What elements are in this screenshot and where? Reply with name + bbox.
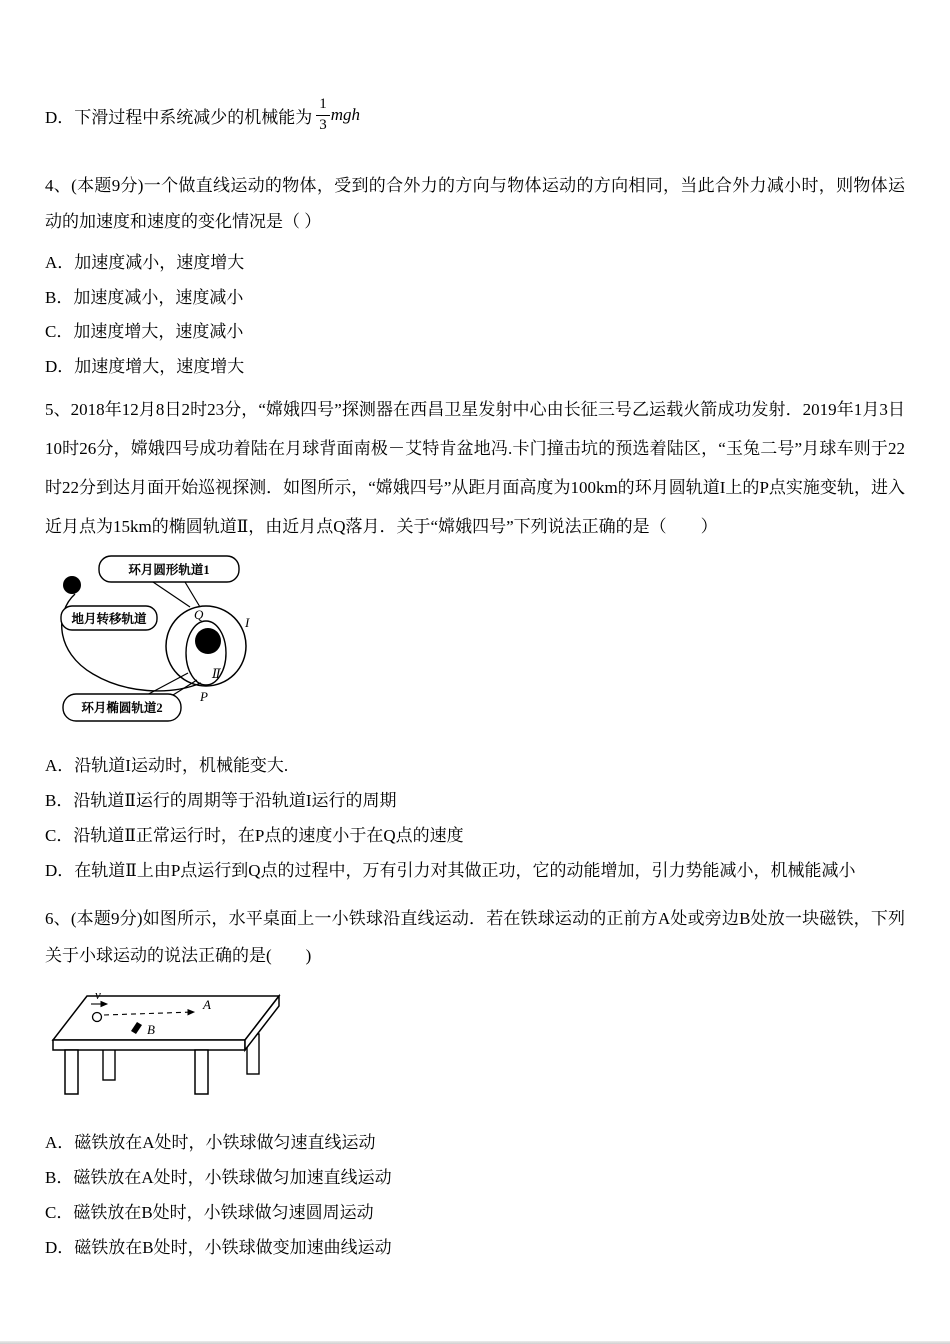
orbit2-label: 环月椭圆轨道2 — [81, 701, 163, 715]
transfer-label: 地月转移轨道 — [71, 612, 147, 626]
question-6-option-c: C．磁铁放在B处时，小铁球做匀速圆周运动 — [45, 1203, 374, 1222]
point-a-label: A — [203, 997, 211, 1012]
question-6-options — [45, 1125, 905, 1265]
prev-question-option-d — [45, 92, 905, 138]
earth-icon — [63, 576, 81, 594]
question-6-option-b: B．磁铁放在A处时，小铁球做匀加速直线运动 — [45, 1168, 392, 1187]
velocity-label: v — [95, 987, 101, 1002]
orbit-ii-label: Ⅱ — [212, 666, 221, 681]
prev-option-text: D．下滑过程中系统减少的机械能为 — [45, 107, 313, 127]
question-5-option-a: A．沿轨道I运动时，机械能变大. — [45, 756, 289, 775]
question-5-option-c: C．沿轨道Ⅱ正常运行时，在P点的速度小于在Q点的速度 — [45, 826, 464, 845]
table-top-surface — [53, 996, 279, 1040]
question-5-option-d: D．在轨道Ⅱ上由P点运行到Q点的过程中，万有引力对其做正功，它的动能增加，引力势能减小，机械能减小 — [45, 861, 856, 880]
table-front-edge — [53, 1040, 245, 1050]
table-leg-front-right — [195, 1050, 208, 1094]
table-leg-front-left — [65, 1050, 78, 1094]
orbit-diagram-svg — [51, 554, 301, 734]
orbit-i-label: I — [245, 615, 250, 630]
question-6-option-d: D．磁铁放在B处时，小铁球做变加速曲线运动 — [45, 1238, 392, 1257]
question-4-option-d: D．加速度增大，速度增大 — [45, 356, 245, 376]
question-4-option-b: B．加速度减小，速度减小 — [45, 287, 244, 307]
iron-ball-icon — [93, 1013, 102, 1022]
question-4-option-c: C．加速度增大，速度减小 — [45, 322, 244, 341]
orbit1-label: 环月圆形轨道1 — [128, 563, 210, 577]
question-6 — [45, 900, 905, 1265]
question-5-stem: 5、2018年12月8日2时23分，“嫦娥四号”探测器在西昌卫星发射中心由长征三号乙运载火箭成功发射．2019年1月3日10时26分，嫦娥四号成功着陆在月球背面南极－艾特肯盆地冯.卡门撞击坑的预选着陆区，“玉兔二号”月球车则于22时22分到达月面开始巡视探测．如图所示，“嫦娥四号”从距月面高度为100km的环月圆轨道I上的P点实施变轨，进入近月点为15km的椭圆轨道Ⅱ，由近月点Q落月．关于“嫦娥四号”下列说法正确的是（ ） — [45, 400, 905, 536]
moon-icon — [195, 628, 221, 654]
point-b-label: B — [147, 1022, 155, 1037]
question-5-option-b: B．沿轨道Ⅱ运行的周期等于沿轨道I运行的周期 — [45, 791, 397, 810]
fraction-denominator: 3 — [319, 116, 327, 133]
point-p-label: P — [200, 689, 208, 704]
prev-option-formula: mgh — [330, 105, 361, 124]
table-diagram-svg — [47, 984, 287, 1109]
point-q-label: Q — [194, 607, 204, 622]
question-5-options — [45, 748, 905, 888]
question-4 — [45, 168, 905, 384]
document-content — [45, 0, 905, 1265]
orbit-diagram — [51, 554, 301, 734]
question-4-option-a: A．加速度减小，速度增大 — [45, 253, 245, 272]
question-4-options — [45, 246, 905, 384]
question-5 — [45, 390, 905, 888]
orbit1-pointer-line — [185, 582, 200, 607]
question-6-option-a: A．磁铁放在A处时，小铁球做匀速直线运动 — [45, 1133, 376, 1152]
orbit1-pointer-line — [153, 582, 190, 607]
fraction-one-third — [316, 96, 330, 134]
fraction-numerator: 1 — [316, 96, 330, 115]
table-diagram — [47, 984, 287, 1109]
question-4-stem: 4、(本题9分)一个做直线运动的物体，受到的合外力的方向与物体运动的方向相同，当此合外力减小时，则物体运动的加速度和速度的变化情况是（ ） — [45, 176, 905, 231]
question-6-stem: 6、(本题9分)如图所示，水平桌面上一小铁球沿直线运动．若在铁球运动的正前方A处或旁边B处放一块磁铁，下列关于小球运动的说法正确的是( ) — [45, 909, 905, 965]
